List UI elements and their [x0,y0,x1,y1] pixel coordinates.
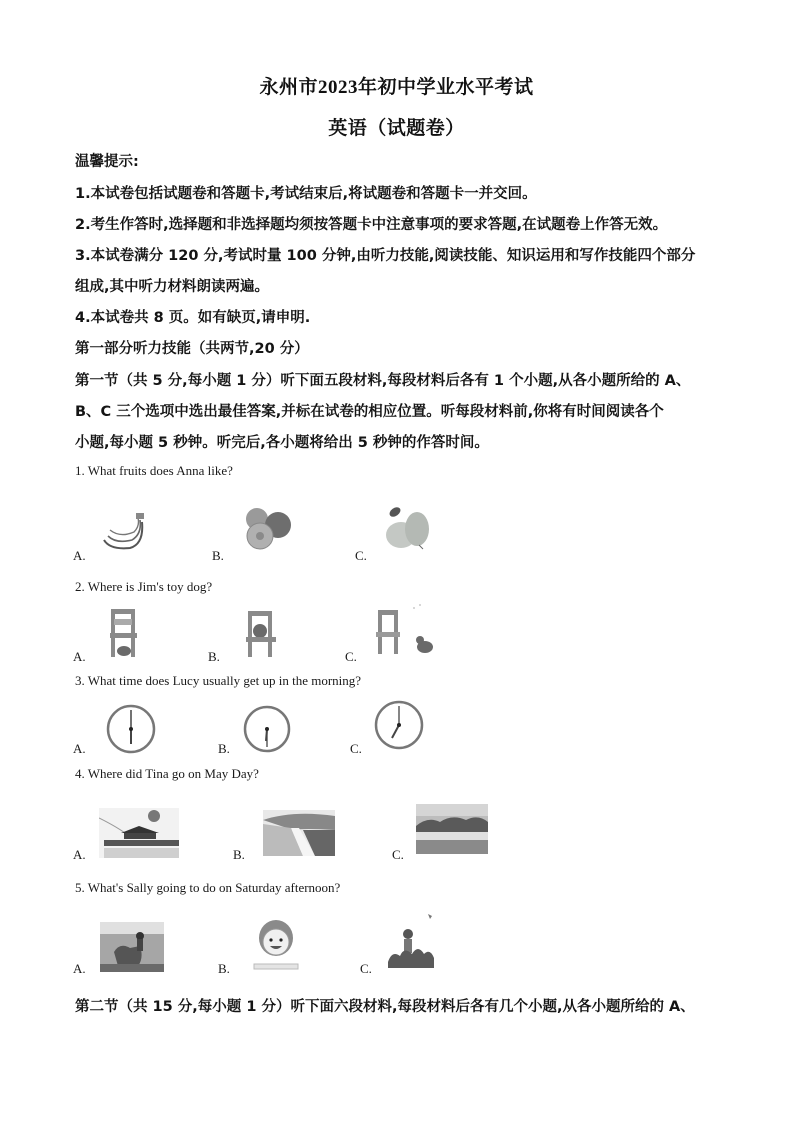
dog-on-chair-image [244,609,278,659]
question-3-text: 3. What time does Lucy usually get up in the morning? [75,673,362,688]
girl-in-grass-image [386,910,444,970]
q1-option-b-label[interactable]: B. [212,548,224,563]
section1-line-2: B、C 三个选项中选出最佳答案,并标在试卷的相应位置。听每段材料前,你将有时间阅读各个 [75,404,664,420]
clock-6-00-image [106,704,156,754]
question-2-text: 2. Where is Jim's toy dog? [75,579,213,594]
bananas-image [100,510,148,552]
q4-option-b-label[interactable]: B. [233,847,245,862]
notice-heading: 温馨提示: [75,154,139,170]
q1-option-a-label[interactable]: A. [73,548,86,563]
q1-option-c-label[interactable]: C. [355,548,367,563]
section2-line-1: 第二节（共 15 分,每小题 1 分）听下面六段材料,每段材料后各有几个小题,从各小题所给的 A、 [75,999,695,1015]
notice-item-2: 2.考生作答时,选择题和非选择题均须按答题卡中注意事项的要求答题,在试题卷上作答无效。 [75,217,668,233]
q4-option-a-label[interactable]: A. [73,847,86,862]
question-1-text: 1. What fruits does Anna like? [75,463,233,478]
q3-option-a-label[interactable]: A. [73,741,86,756]
exam-title: 永州市2023年初中学业水平考试 [259,77,534,98]
q3-option-b-label[interactable]: B. [218,741,230,756]
notice-item-1: 1.本试卷包括试题卷和答题卡,考试结束后,将试题卷和答题卡一并交回。 [75,186,537,202]
q2-option-c-label[interactable]: C. [345,649,357,664]
question-5-text: 5. What's Sally going to do on Saturday afternoon? [75,880,341,895]
part1-heading: 第一部分听力技能（共两节,20 分） [75,341,309,357]
tiananmen-image [99,808,179,858]
exam-subtitle: 英语（试题卷） [328,118,465,139]
great-wall-image [263,810,335,856]
q2-option-b-label[interactable]: B. [208,649,220,664]
notice-item-4: 4.本试卷共 8 页。如有缺页,请申明. [75,310,311,326]
q4-option-c-label[interactable]: C. [392,847,404,862]
q5-option-a-label[interactable]: A. [73,961,86,976]
apples-image [243,505,293,550]
question-4-text: 4. Where did Tina go on May Day? [75,766,259,781]
q5-option-c-label[interactable]: C. [360,961,372,976]
dog-under-chair-image [108,607,140,659]
riding-horse-image [100,922,164,972]
notice-item-3-cont: 组成,其中听力材料朗读两遍。 [75,279,270,295]
clock-6-30-image [243,705,291,753]
lake-park-image [416,804,488,854]
pears-image [383,505,433,550]
notice-item-3: 3.本试卷满分 120 分,考试时量 100 分钟,由听力技能,阅读技能、知识运用和写作技能四个部分 [75,248,696,264]
q5-option-b-label[interactable]: B. [218,961,230,976]
q3-option-c-label[interactable]: C. [350,741,362,756]
clock-7-00-image [374,700,424,750]
q2-option-a-label[interactable]: A. [73,649,86,664]
section1-line-3: 小题,每小题 5 秒钟。听完后,各小题将给出 5 秒钟的作答时间。 [75,435,489,451]
dog-beside-chair-image [370,602,440,658]
girl-reading-image [248,916,304,974]
section1-line-1: 第一节（共 5 分,每小题 1 分）听下面五段材料,每段材料后各有 1 个小题,从各小题所给的 A、 [75,373,691,389]
